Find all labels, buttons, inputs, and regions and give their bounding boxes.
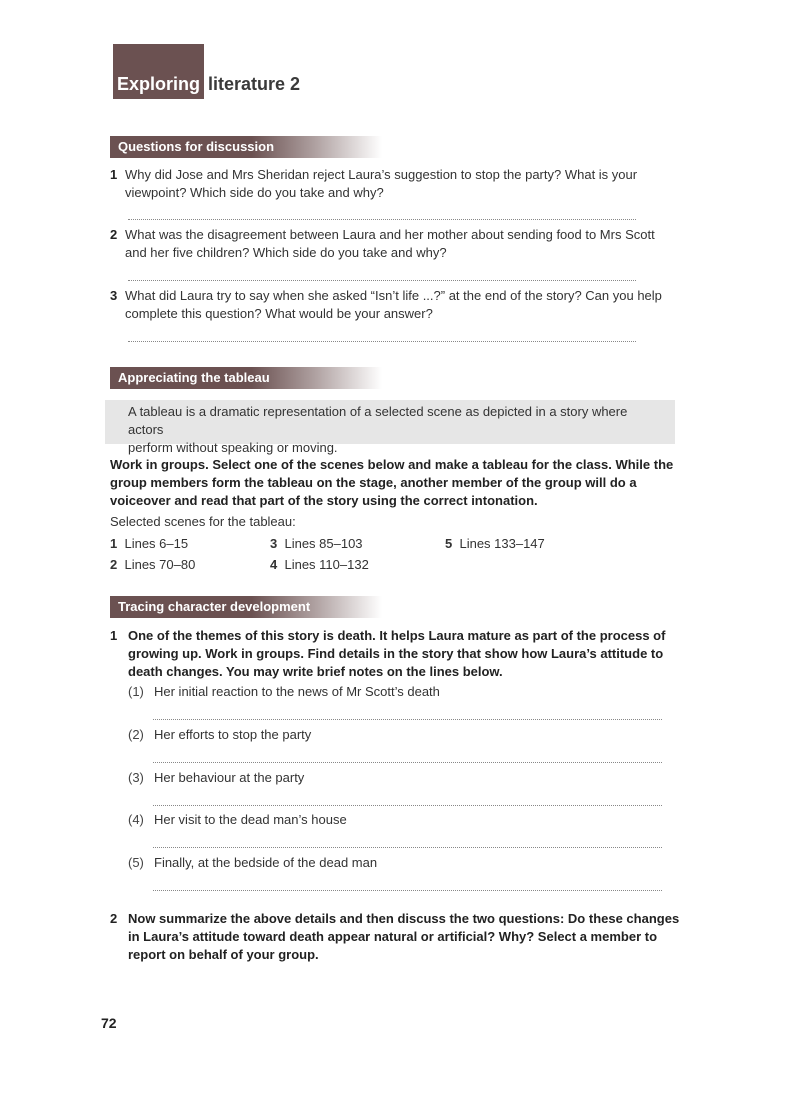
definition-box	[105, 400, 675, 455]
scene-item	[110, 535, 188, 553]
sub-item-text: Her efforts to stop the party	[154, 727, 312, 742]
scene-number: 5	[445, 536, 453, 551]
answer-line[interactable]	[128, 341, 636, 342]
question-text	[128, 627, 673, 681]
scene-number: 4	[270, 557, 278, 572]
answer-line[interactable]	[128, 219, 636, 220]
sub-item-number: (5)	[128, 855, 144, 870]
question-number: 1	[110, 628, 118, 643]
question-line: What was the disagreement between Laura and her mother about sending food to Mrs Scott	[125, 227, 655, 242]
answer-line[interactable]	[128, 280, 636, 281]
section-header-tableau: Appreciating the tableau	[110, 367, 382, 389]
question-line: viewpoint? Which side do you take and why?	[125, 185, 384, 200]
question-number: 2	[110, 911, 118, 926]
question-line: death changes. You may write brief notes on the lines below.	[128, 664, 503, 679]
title-badge	[113, 44, 204, 99]
question-line: One of the themes of this story is death. It helps Laura mature as part of the process of	[128, 628, 666, 643]
scene-lines: Lines 110–132	[284, 557, 369, 572]
page-number: 72	[101, 1015, 117, 1031]
question-line: in Laura’s attitude toward death appear natural or artificial? Why? Select a member to	[128, 929, 658, 944]
scene-item	[270, 556, 369, 574]
scene-number: 2	[110, 557, 118, 572]
answer-line[interactable]	[153, 762, 662, 763]
answer-line[interactable]	[153, 719, 662, 720]
scene-number: 1	[110, 536, 118, 551]
instruction-line: Work in groups. Select one of the scenes below and make a tableau for the class. While the	[110, 457, 674, 472]
sub-item-text: Finally, at the bedside of the dead man	[154, 855, 378, 870]
question-number: 1	[110, 167, 118, 182]
scene-lines: Lines 85–103	[284, 536, 363, 551]
sub-item-number: (2)	[128, 727, 144, 742]
definition-line: A tableau is a dramatic representation of a selected scene as depicted in a story where actors	[128, 404, 628, 437]
scene-number: 3	[270, 536, 278, 551]
scene-lines: Lines 133–147	[459, 536, 545, 551]
scene-lines: Lines 70–80	[124, 557, 196, 572]
question-line: and her five children? Which side do you take and why?	[125, 245, 447, 260]
answer-line[interactable]	[153, 847, 662, 848]
sub-item-text: Her initial reaction to the news of Mr Scott’s death	[154, 684, 440, 699]
question-line: growing up. Work in groups. Find details in the story that show how Laura’s attitude to	[128, 646, 664, 661]
section-header-discussion: Questions for discussion	[110, 136, 382, 158]
sub-item-number: (1)	[128, 684, 144, 699]
scene-item	[110, 556, 195, 574]
instruction-line: group members form the tableau on the stage, another member of the group will do a	[110, 475, 637, 490]
answer-line[interactable]	[153, 890, 662, 891]
tableau-instructions	[110, 456, 678, 510]
question-line: What did Laura try to say when she asked “Isn’t life ...?” at the end of the story? Can you help	[125, 288, 662, 303]
scene-item	[445, 535, 545, 553]
scenes-label: Selected scenes for the tableau:	[110, 514, 296, 529]
definition-text	[128, 403, 663, 457]
question-line: Why did Jose and Mrs Sheridan reject Laura’s suggestion to stop the party? What is your	[125, 167, 638, 182]
scene-item	[270, 535, 363, 553]
instruction-line: voiceover and read that part of the story using the correct intonation.	[110, 493, 538, 508]
question-text	[128, 910, 688, 964]
title-word-exploring: Exploring	[117, 74, 201, 94]
sub-item-text: Her visit to the dead man’s house	[154, 812, 347, 827]
question-line: Now summarize the above details and then discuss the two questions: Do these changes	[128, 911, 680, 926]
question-number: 3	[110, 288, 118, 303]
answer-line[interactable]	[153, 805, 662, 806]
definition-line: perform without speaking or moving.	[128, 440, 338, 455]
scene-lines: Lines 6–15	[124, 536, 189, 551]
question-line: complete this question? What would be your answer?	[125, 306, 433, 321]
question-number: 2	[110, 227, 118, 242]
sub-item-number: (4)	[128, 812, 144, 827]
sub-item-number: (3)	[128, 770, 144, 785]
title-word-literature: literature 2	[208, 74, 301, 94]
section-header-character: Tracing character development	[110, 596, 382, 618]
sub-item-text: Her behaviour at the party	[154, 770, 305, 785]
question-line: report on behalf of your group.	[128, 947, 319, 962]
